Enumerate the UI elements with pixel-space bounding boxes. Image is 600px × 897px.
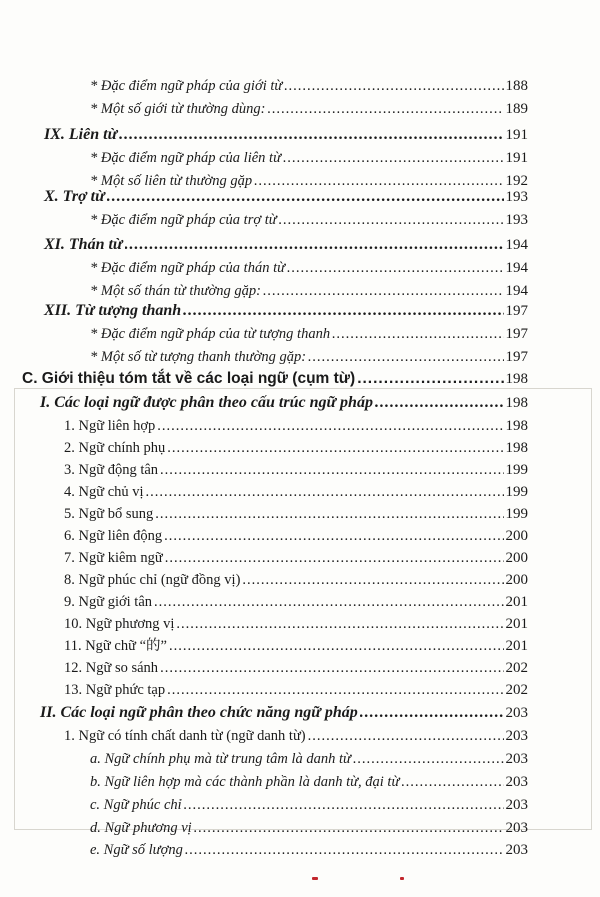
- toc-page-number: 194: [505, 283, 528, 299]
- dot-leader: [284, 75, 503, 97]
- dot-leader: [332, 323, 503, 345]
- toc-title: * Đặc điểm ngữ pháp của trợ từ: [90, 212, 277, 228]
- toc-entry[interactable]: [64, 657, 528, 679]
- toc-entry[interactable]: [44, 234, 528, 256]
- toc-entry[interactable]: [64, 635, 528, 657]
- dot-leader: [375, 392, 504, 414]
- dot-leader: [268, 98, 504, 120]
- toc-page-number: 203: [505, 751, 528, 767]
- toc-entry[interactable]: [40, 392, 528, 414]
- toc-entry[interactable]: [90, 98, 528, 120]
- toc-title: 2. Ngữ chính phụ: [64, 440, 166, 456]
- toc-title: 5. Ngữ bổ sung: [64, 506, 154, 522]
- toc-page-number: 194: [505, 237, 528, 253]
- toc-page-number: 200: [505, 550, 528, 566]
- toc-page-number: 198: [505, 418, 528, 434]
- dot-leader: [287, 257, 503, 279]
- toc-entry[interactable]: [90, 323, 528, 345]
- toc-title: * Đặc điểm ngữ pháp của liên từ: [90, 150, 281, 166]
- toc-entry[interactable]: [64, 415, 528, 437]
- toc-page-number: 202: [505, 660, 528, 676]
- dot-leader: [125, 234, 504, 256]
- toc-title: 4. Ngữ chủ vị: [64, 484, 144, 500]
- toc-title: C. Giới thiệu tóm tắt về các loại ngữ (cụm từ): [22, 370, 356, 387]
- dot-leader: [167, 679, 503, 701]
- dot-leader: [164, 525, 503, 547]
- toc-page-number: 199: [505, 506, 528, 522]
- toc-page-number: 200: [505, 528, 528, 544]
- toc-page-number: 197: [505, 303, 528, 319]
- toc-title: IX. Liên từ: [44, 126, 118, 143]
- toc-page-number: 200: [505, 572, 528, 588]
- dot-leader: [353, 748, 504, 770]
- toc-title: d. Ngữ phương vị: [90, 820, 192, 836]
- toc-page-number: 203: [505, 797, 528, 813]
- dot-leader: [185, 839, 504, 861]
- toc-entry[interactable]: [90, 147, 528, 169]
- bottom-marks: [0, 877, 600, 883]
- toc-page-number: 198: [505, 371, 528, 387]
- dot-leader: [176, 613, 503, 635]
- toc-entry[interactable]: [90, 794, 528, 816]
- toc-title: 13. Ngữ phức tạp: [64, 682, 166, 698]
- toc-entry[interactable]: [64, 459, 528, 481]
- toc-title: X. Trợ từ: [44, 188, 105, 205]
- toc-page-number: 203: [505, 705, 528, 721]
- toc-title: * Một số thán từ thường gặp:: [90, 283, 261, 299]
- toc-page-number: 191: [505, 127, 528, 143]
- dot-leader: [165, 547, 504, 569]
- toc-title: 6. Ngữ liên động: [64, 528, 163, 544]
- toc-entry[interactable]: [64, 725, 528, 747]
- toc-entry[interactable]: [90, 75, 528, 97]
- dot-leader: [308, 346, 503, 368]
- toc-title: 12. Ngữ so sánh: [64, 660, 159, 676]
- toc-entry[interactable]: [90, 817, 528, 839]
- dot-leader: [242, 569, 503, 591]
- toc-title: * Đặc điểm ngữ pháp của từ tượng thanh: [90, 326, 331, 342]
- toc-page-number: 203: [505, 842, 528, 858]
- dot-leader: [157, 415, 503, 437]
- toc-entry[interactable]: [64, 679, 528, 701]
- toc-entry[interactable]: [44, 186, 528, 208]
- toc-page-number: 198: [505, 440, 528, 456]
- dot-leader: [183, 300, 503, 322]
- toc-title: * Một số từ tượng thanh thường gặp:: [90, 349, 307, 365]
- dot-leader: [160, 657, 503, 679]
- dot-leader: [184, 794, 504, 816]
- toc-title: 1. Ngữ có tính chất danh từ (ngữ danh từ): [64, 728, 306, 744]
- toc-page-number: 199: [505, 484, 528, 500]
- dot-leader: [360, 702, 504, 724]
- toc-title: 7. Ngữ kiêm ngữ: [64, 550, 163, 566]
- toc-page-number: 191: [505, 150, 528, 166]
- toc-entry[interactable]: [64, 591, 528, 613]
- toc-title: 3. Ngữ động tân: [64, 462, 159, 478]
- toc-page-number: 189: [505, 101, 528, 117]
- toc-entry[interactable]: [90, 209, 528, 231]
- toc-title: XI. Thán từ: [44, 236, 123, 253]
- toc-entry[interactable]: [64, 525, 528, 547]
- toc-entry[interactable]: [40, 702, 528, 724]
- dot-leader: [107, 186, 504, 208]
- red-mark: [400, 877, 404, 880]
- toc-page-number: 203: [505, 774, 528, 790]
- toc-page-number: 192: [505, 173, 528, 189]
- toc-page-number: 199: [505, 462, 528, 478]
- dot-leader: [263, 280, 504, 302]
- red-mark: [312, 877, 318, 880]
- toc-title: 8. Ngữ phúc chỉ (ngữ đồng vị): [64, 572, 241, 588]
- toc-entry[interactable]: [22, 368, 528, 390]
- toc-title: 1. Ngữ liên hợp: [64, 418, 156, 434]
- toc-entry[interactable]: [64, 547, 528, 569]
- dot-leader: [194, 817, 504, 839]
- toc-entry[interactable]: [64, 481, 528, 503]
- toc-title: b. Ngữ liên hợp mà các thành phần là danh từ, đại từ: [90, 774, 400, 790]
- toc-entry[interactable]: [44, 300, 528, 322]
- toc-page-number: 201: [505, 594, 528, 610]
- toc-entry[interactable]: [90, 257, 528, 279]
- toc-title: XII. Từ tượng thanh: [44, 302, 182, 319]
- toc-page-number: 202: [505, 682, 528, 698]
- toc-entry[interactable]: [64, 569, 528, 591]
- toc-entry[interactable]: [90, 839, 528, 861]
- toc-page-number: 194: [505, 260, 528, 276]
- toc-page-number: 201: [505, 616, 528, 632]
- toc-page-number: 198: [505, 395, 528, 411]
- toc-title: * Một số liên từ thường gặp: [90, 173, 253, 189]
- toc-title: * Đặc điểm ngữ pháp của thán từ: [90, 260, 286, 276]
- toc-page-number: 201: [505, 638, 528, 654]
- dot-leader: [283, 147, 504, 169]
- toc-title: * Đặc điểm ngữ pháp của giới từ: [90, 78, 283, 94]
- dot-leader: [169, 635, 504, 657]
- toc-page-number: 203: [505, 820, 528, 836]
- toc-page-number: 188: [505, 78, 528, 94]
- dot-leader: [160, 459, 503, 481]
- dot-leader: [119, 124, 503, 146]
- toc-page-number: 193: [505, 212, 528, 228]
- toc-entry[interactable]: [90, 280, 528, 302]
- toc-title: c. Ngữ phúc chỉ: [90, 797, 182, 813]
- dot-leader: [155, 503, 503, 525]
- toc-title: a. Ngữ chính phụ mà từ trung tâm là danh từ: [90, 751, 351, 767]
- dot-leader: [154, 591, 503, 613]
- dot-leader: [279, 209, 504, 231]
- dot-leader: [357, 368, 503, 390]
- toc-entry[interactable]: [64, 437, 528, 459]
- dot-leader: [308, 725, 504, 747]
- toc-title: 11. Ngữ chữ “的”: [64, 638, 167, 654]
- toc-page-number: 193: [505, 189, 528, 205]
- toc-page-number: 203: [505, 728, 528, 744]
- toc-title: 9. Ngữ giới tân: [64, 594, 153, 610]
- toc-entry[interactable]: [90, 748, 528, 770]
- toc-title: * Một số giới từ thường dùng:: [90, 101, 266, 117]
- toc-entry[interactable]: [64, 613, 528, 635]
- toc-title: e. Ngữ số lượng: [90, 842, 183, 858]
- toc-page-number: 197: [505, 326, 528, 342]
- toc-title: 10. Ngữ phương vị: [64, 616, 175, 632]
- toc-page-number: 197: [505, 349, 528, 365]
- toc-title: I. Các loại ngữ được phân theo cấu trúc ngữ pháp: [40, 394, 373, 411]
- dot-leader: [167, 437, 503, 459]
- toc-title: II. Các loại ngữ phân theo chức năng ngữ pháp: [40, 704, 358, 721]
- toc-entry[interactable]: [90, 771, 528, 793]
- dot-leader: [146, 481, 504, 503]
- toc-entry[interactable]: [44, 124, 528, 146]
- toc-entry[interactable]: [90, 346, 528, 368]
- dot-leader: [401, 771, 503, 793]
- toc-entry[interactable]: [64, 503, 528, 525]
